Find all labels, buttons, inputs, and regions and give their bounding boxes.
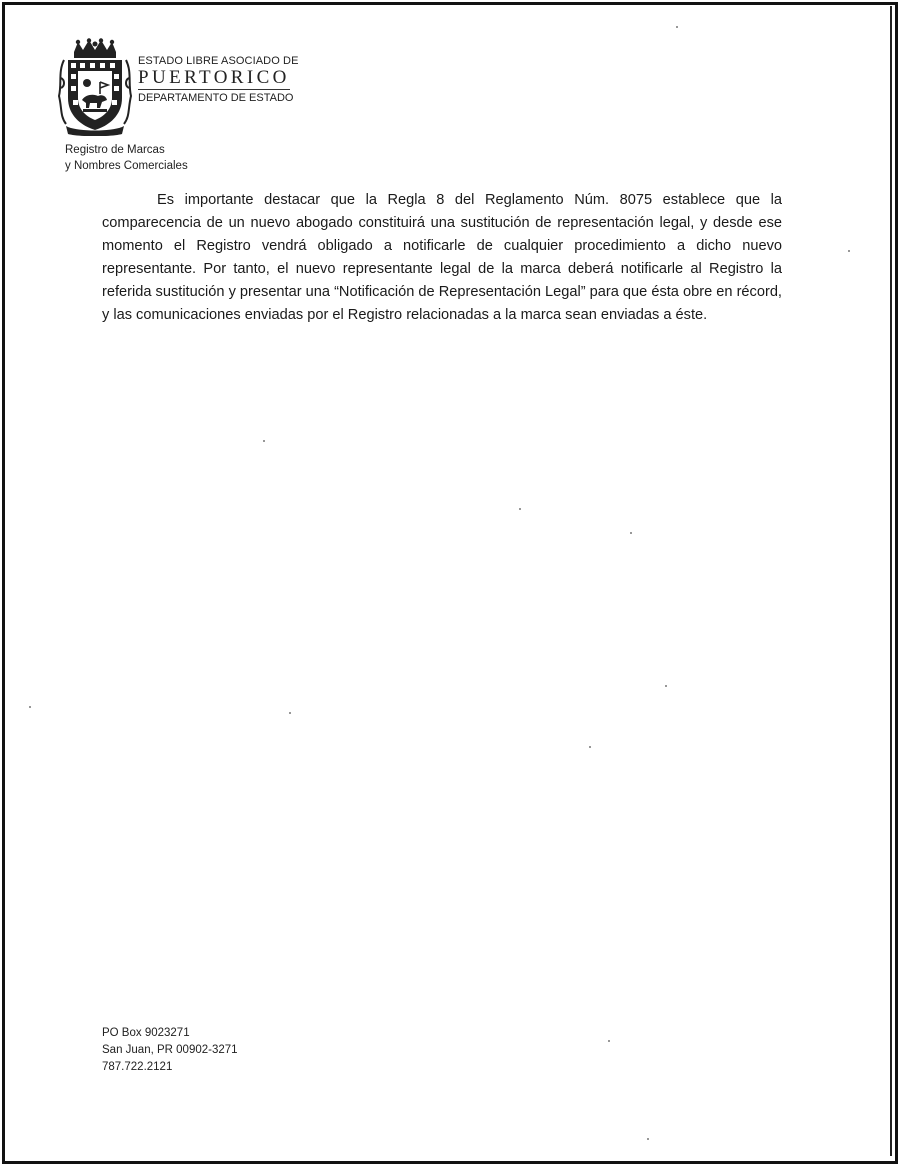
division-name	[65, 142, 188, 174]
scan-speck	[630, 532, 632, 534]
division-line-1: Registro de Marcas	[65, 144, 165, 156]
address-line-2: San Juan, PR 00902-3271	[102, 1044, 238, 1056]
scan-speck	[848, 250, 850, 252]
division-line-2: y Nombres Comerciales	[65, 160, 188, 172]
scan-speck	[263, 440, 265, 442]
scan-speck	[589, 746, 591, 748]
agency-line-1: ESTADO LIBRE ASOCIADO DE	[138, 55, 299, 67]
scan-speck	[608, 1040, 610, 1042]
scan-speck	[289, 712, 291, 714]
scan-speck	[519, 508, 521, 510]
scan-speck	[647, 1138, 649, 1140]
scan-speck	[29, 706, 31, 708]
body-paragraph: Es importante destacar que la Regla 8 del Reglamento Núm. 8075 establece que la comparecencia de un nuevo abogado constituirá una sustitución de representación legal, y desde ese momento el Registro vendrá obligado a notificarle de cualquier procedimiento a dicho nuevo representante. Por tanto, el nuevo representante legal de la marca deberá notificarle al Registro la referida sustitución y presentar una “Notificación de Representación Legal” para que ésta obre en récord, y las comunicaciones enviadas por el Registro relacionadas a la marca sean enviadas a éste.	[102, 192, 782, 324]
footer-address	[102, 1025, 238, 1076]
coat-of-arms-icon	[56, 38, 134, 136]
address-line-1: PO Box 9023271	[102, 1027, 190, 1039]
agency-name	[138, 55, 299, 104]
scan-edge-line	[890, 6, 892, 1156]
letterhead	[56, 38, 299, 136]
scan-speck	[676, 26, 678, 28]
page-border	[2, 2, 898, 1164]
agency-line-2: PUERTORICO	[138, 67, 290, 88]
phone-number: 787.722.2121	[102, 1061, 173, 1073]
agency-line-3: DEPARTAMENTO DE ESTADO	[138, 92, 294, 104]
scan-speck	[665, 685, 667, 687]
